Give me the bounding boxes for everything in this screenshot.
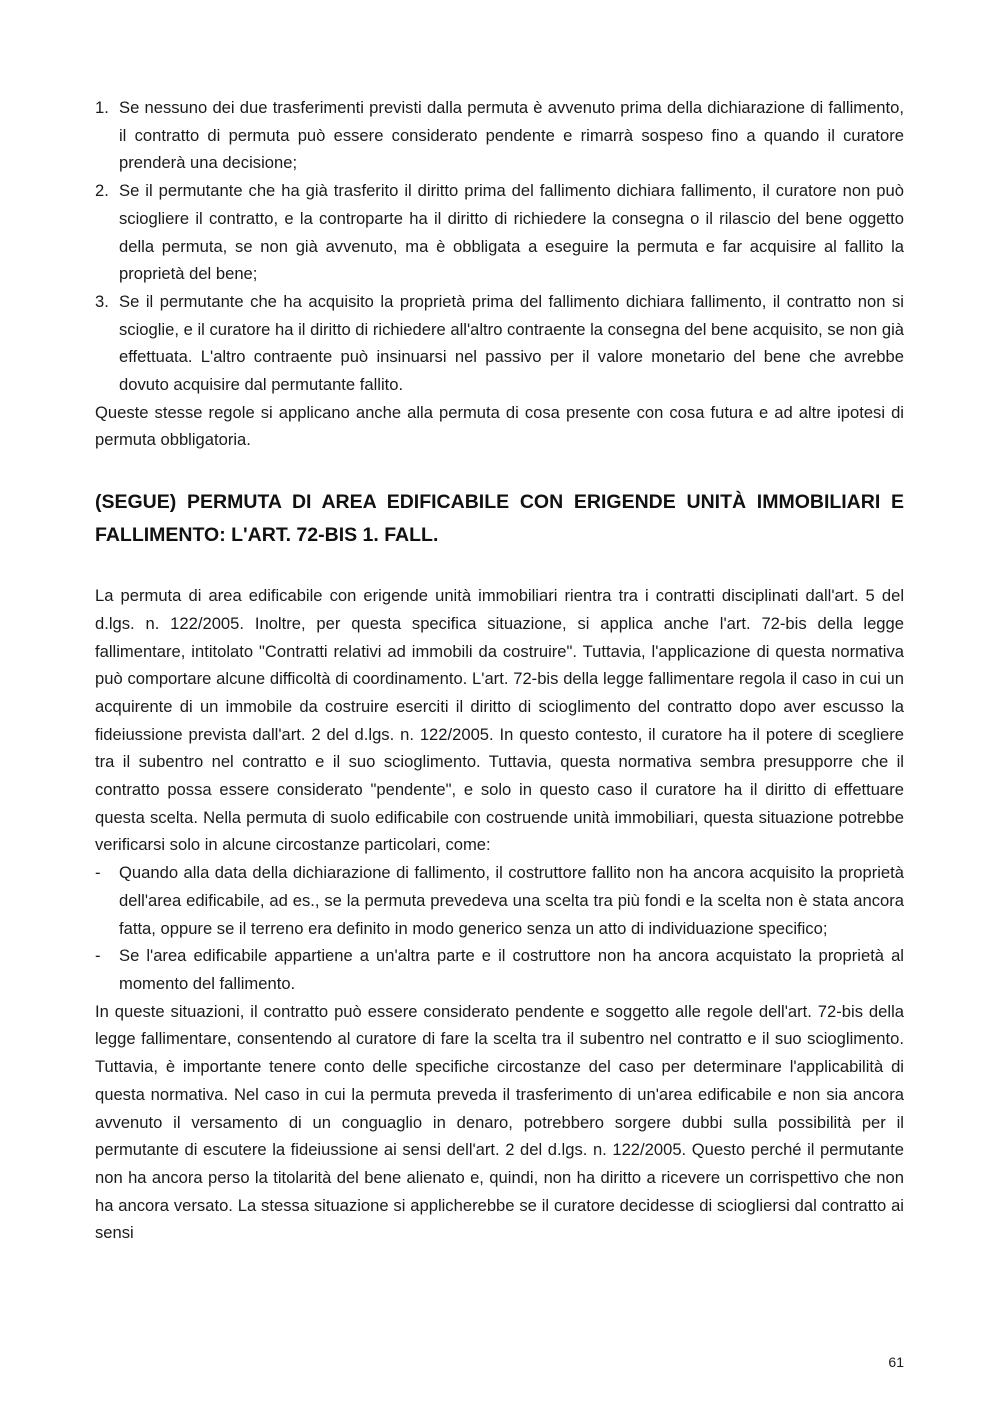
- list-item: [95, 942, 904, 997]
- page-number: 61: [888, 1354, 904, 1370]
- paragraph-rules: Queste stesse regole si applicano anche alla permuta di cosa presente con cosa futura e ad altre ipotesi di permuta obbligatoria.: [95, 402, 904, 450]
- list-item: [95, 859, 904, 942]
- dashed-list: [95, 859, 904, 998]
- list-number: 2.: [95, 181, 109, 201]
- section-heading: (SEGUE) PERMUTA DI AREA EDIFICABILE CON ERIGENDE UNITÀ IMMOBILIARI E FALLIMENTO: L'ART. 72-BIS 1. FALL.: [95, 491, 904, 547]
- list-dash: -: [95, 863, 101, 883]
- list-item-text: Se il permutante che ha già trasferito il diritto prima del fallimento dichiara fallimento, il curatore non può sciogliere il contratto, e la controparte ha il diritto di richiedere la consegna o il rilascio del bene oggetto della permuta, se non già avvenuto, ma è obbligata a eseguire la permuta e far acquisire al fallito la proprietà del bene;: [119, 181, 904, 284]
- list-item-text: Quando alla data della dichiarazione di fallimento, il costruttore fallito non ha ancora acquisito la proprietà dell'area edificabile, ad es., se la permuta prevedeva una scelta tra più fondi e la scelta non è stata ancora fatta, oppure se il terreno era definito in modo generico senza un atto di individuazione specifico;: [119, 863, 904, 938]
- list-item-text: Se l'area edificabile appartiene a un'altra parte e il costruttore non ha ancora acquistato la proprietà al momento del fallimento.: [119, 946, 904, 993]
- paragraph-main: La permuta di area edificabile con erigende unità immobiliari rientra tra i contratti disciplinati dall'art. 5 del d.lgs. n. 122/2005. Inoltre, per questa specifica situazione, si applica anche l'art. 72-bis della legge fallimentare, intitolato "Contratti relativi ad immobili da costruire". Tuttavia, l'applicazione di questa normativa può comportare alcune difficoltà di coordinamento. L'art. 72-bis della legge fallimentare regola il caso in cui un acquirente di un immobile da costruire eserciti il diritto di scioglimento del contratto dopo aver escusso la fideiussione prevista dall'art. 2 del d.lgs. n. 122/2005. In questo contesto, il curatore ha il potere di scegliere tra il subentro nel contratto e il suo scioglimento. Tuttavia, questa normativa sembra presupporre che il contratto possa essere considerato "pendente", e solo in questo caso il curatore ha il diritto di effettuare questa scelta. Nella permuta di suolo edificabile con costruende unità immobiliari, questa situazione potrebbe verificarsi solo in alcune circostanze particolari, come:: [95, 586, 904, 855]
- list-item: [95, 94, 904, 177]
- list-item: [95, 288, 904, 399]
- list-item-text: Se nessuno dei due trasferimenti previsti dalla permuta è avvenuto prima della dichiarazione di fallimento, il contratto di permuta può essere considerato pendente e rimarrà sospeso fino a quando il curatore prenderà una decisione;: [119, 98, 904, 173]
- document-page: [95, 94, 904, 1247]
- list-item: [95, 177, 904, 288]
- numbered-list: [95, 94, 904, 399]
- list-dash: -: [95, 946, 101, 966]
- list-number: 1.: [95, 98, 109, 117]
- list-item-text: Se il permutante che ha acquisito la proprietà prima del fallimento dichiara fallimento, il contratto non si scioglie, e il curatore ha il diritto di richiedere all'altro contraente la consegna del bene acquisito, se non già effettuata. L'altro contraente può insinuarsi nel passivo per il valore monetario del bene che avrebbe dovuto acquisire dal permutante fallito.: [119, 291, 904, 395]
- paragraph-final: In queste situazioni, il contratto può essere considerato pendente e soggetto alle regole dell'art. 72-bis della legge fallimentare, consentendo al curatore di fare la scelta tra il subentro nel contratto e il suo scioglimento. Tuttavia, è importante tenere conto delle specifiche circostanze del caso per determinare l'applicabilità di questa normativa. Nel caso in cui la permuta preveda il trasferimento di un'area edificabile e non sia ancora avvenuto il versamento di un conguaglio in denaro, potrebbero sorgere dubbi sulla possibilità per il permutante di escutere la fideiussione ai sensi dell'art. 2 del d.lgs. n. 122/2005. Questo perché il permutante non ha ancora perso la titolarità del bene alienato e, quindi, non ha diritto a ricevere un corrispettivo che non ha ancora versato. La stessa situazione si applicherebbe se il curatore decidesse di sciogliersi dal contratto ai sensi: [95, 1001, 904, 1243]
- list-number: 3.: [95, 291, 109, 311]
